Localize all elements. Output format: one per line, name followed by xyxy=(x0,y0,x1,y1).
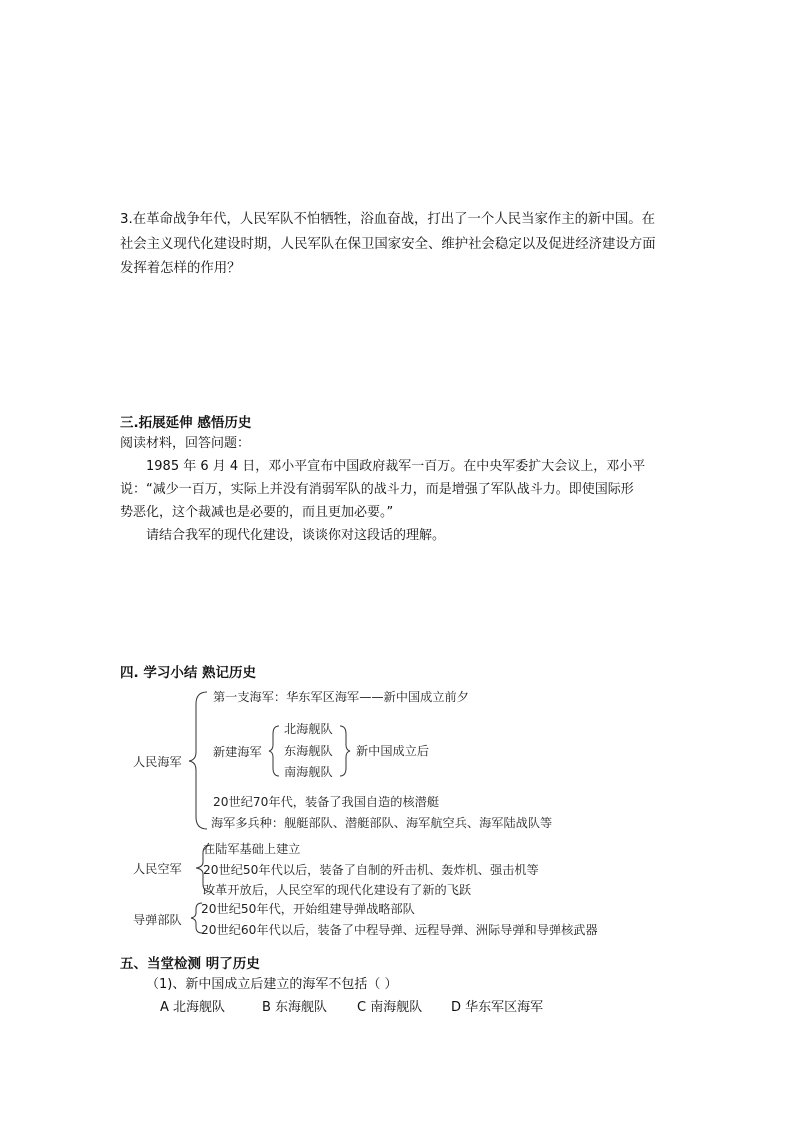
option-a[interactable]: A 北海舰队 xyxy=(160,1000,226,1015)
fleet-item: 南海舰队 xyxy=(284,765,333,779)
missile-item: 20世纪50年代，开始组建导弹战略部队 xyxy=(201,902,415,916)
option-d[interactable]: D 华东军区海军 xyxy=(451,1000,544,1015)
section-3-task: 请结合我军的现代化建设，谈谈你对这段话的理解。 xyxy=(146,528,446,543)
question-stem: （1)、新中国成立后建立的海军不包括（ ） xyxy=(146,977,398,992)
material-line: 势恶化，这个裁减也是必要的，而且更加必要。” xyxy=(120,505,394,520)
section-5-heading: 五、当堂检测 明了历史 xyxy=(120,956,260,972)
airforce-item: 在陆军基础上建立 xyxy=(203,842,301,856)
question-3-line: 社会主义现代化建设时期，人民军队在保卫国家安全、维护社会稳定以及促进经济建设方面 xyxy=(120,236,656,252)
navy-first-navy: 第一支海军：华东军区海军——新中国成立前夕 xyxy=(213,690,469,704)
material-line: 1985 年 6 月 4 日，邓小平宣布中国政府裁军一百万。在中央军委扩大会议上，邓小平 xyxy=(146,459,646,474)
navy-new-navy-label: 新建海军 xyxy=(213,745,262,759)
material-line: 说：“减少一百万，实际上并没有消弱军队的战斗力，而是增强了军队战斗力。即使国际形 xyxy=(120,482,634,497)
airforce-label: 人民空军 xyxy=(133,862,182,876)
section-4-heading: 四. 学习小结 熟记历史 xyxy=(120,665,257,681)
navy-brace xyxy=(189,692,207,829)
fleets-note: 新中国成立后 xyxy=(356,744,430,758)
fleet-item: 东海舰队 xyxy=(284,744,333,758)
question-3-line: 3.在革命战争年代，人民军队不怕牺牲，浴血奋战，打出了一个人民当家作主的新中国。在 xyxy=(120,212,656,227)
option-c[interactable]: C 南海舰队 xyxy=(357,1000,423,1015)
navy-branches: 海军多兵种：舰艇部队、潜艇部队、海军航空兵、海军陆战队等 xyxy=(211,816,553,830)
fleets-right-brace xyxy=(340,726,350,776)
section-3-heading: 三.拓展延伸 感悟历史 xyxy=(120,415,252,431)
missile-item: 20世纪60年代以后，装备了中程导弹、远程导弹、洲际导弹和导弹核武器 xyxy=(201,923,598,937)
fleet-item: 北海舰队 xyxy=(284,722,333,736)
fleets-left-brace xyxy=(269,726,279,776)
question-3-line: 发挥着怎样的作用？ xyxy=(120,261,241,276)
navy-seventies: 20世纪70年代，装备了我国自造的核潜艇 xyxy=(213,795,440,809)
airforce-item: 20世纪50年代以后，装备了自制的歼击机、轰炸机、强击机等 xyxy=(203,863,539,877)
section-3-instruction: 阅读材料，回答问题： xyxy=(120,436,251,451)
airforce-item: 改革开放后，人民空军的现代化建设有了新的飞跃 xyxy=(203,883,472,897)
option-b[interactable]: B 东海舰队 xyxy=(262,1000,328,1015)
missile-label: 导弹部队 xyxy=(133,913,182,927)
navy-label: 人民海军 xyxy=(133,755,182,769)
